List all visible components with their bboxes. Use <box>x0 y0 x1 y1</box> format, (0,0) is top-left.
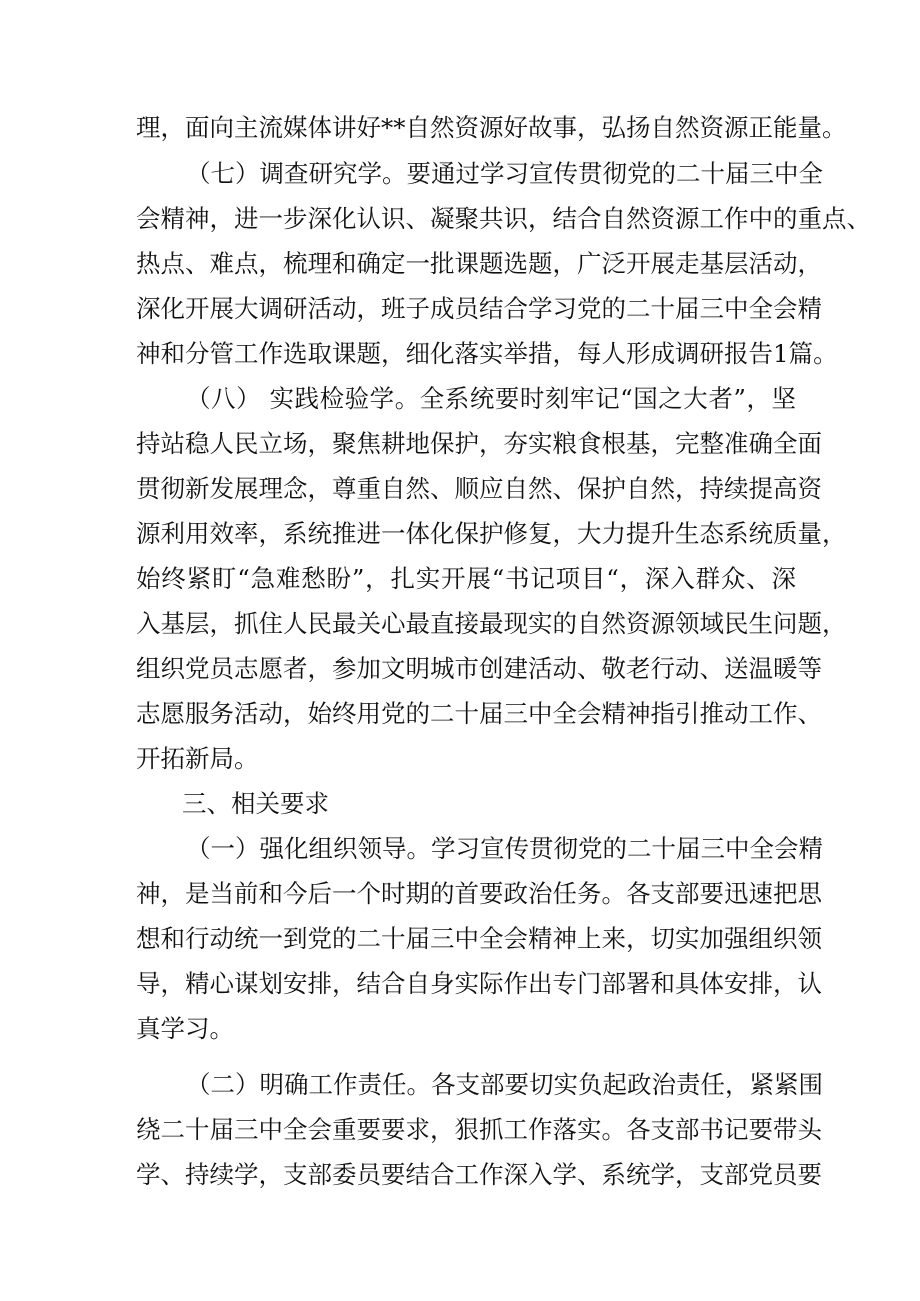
paragraph-line: 组织党员志愿者，参加文明城市创建活动、敬老行动、送温暖等 <box>136 654 822 683</box>
paragraph-line: 导，精心谋划安排，结合自身实际作出专门部署和具体安排，认 <box>136 969 822 998</box>
section-8-heading-line: （八） 实践检验学。全系统要时刻牢记“国之大者”，坚 <box>186 384 796 413</box>
paragraph-line: 始终紧盯“急难愁盼”，扎实开展“书记项目“，深入群众、深 <box>136 564 796 593</box>
paragraph-line: 真学习。 <box>136 1014 234 1043</box>
paragraph-line: 深化开展大调研活动，班子成员结合学习党的二十届三中全会精 <box>136 294 822 323</box>
paragraph-line: 理，面向主流媒体讲好**自然资源好故事，弘扬自然资源正能量。 <box>136 113 847 142</box>
paragraph-line: 想和行动统一到党的二十届三中全会精神上来，切实加强组织领 <box>136 924 822 953</box>
subsection-1-heading-line: （一）强化组织领导。学习宣传贯彻党的二十届三中全会精 <box>186 834 823 863</box>
paragraph-line: 开拓新局。 <box>136 744 259 773</box>
paragraph-line: 会精神，进一步深化认识、凝聚共识，结合自然资源工作中的重点、 <box>136 204 871 233</box>
section-7-heading-line: （七）调查研究学。要通过学习宣传贯彻党的二十届三中全 <box>186 159 823 188</box>
paragraph-line: 热点、难点，梳理和确定一批课题选题，广泛开展走基层活动， <box>136 249 822 278</box>
paragraph-line: 志愿服务活动，始终用党的二十届三中全会精神指引推动工作、 <box>136 699 822 728</box>
paragraph-line: 神，是当前和今后一个时期的首要政治任务。各支部要迅速把思 <box>136 879 822 908</box>
paragraph-line: 绕二十届三中全会重要要求，狠抓工作落实。各支部书记要带头 <box>136 1115 822 1144</box>
paragraph-line: 持站稳人民立场，聚焦耕地保护，夯实粮食根基，完整准确全面 <box>136 429 822 458</box>
paragraph-line: 神和分管工作选取课题，细化落实举措，每人形成调研报告1篇。 <box>136 339 838 368</box>
paragraph-line: 贯彻新发展理念，尊重自然、顺应自然、保护自然，持续提高资 <box>136 474 822 503</box>
paragraph-line: 学、持续学，支部委员要结合工作深入学、系统学，支部党员要 <box>136 1160 822 1189</box>
section-3-heading: 三、相关要求 <box>182 789 329 818</box>
subsection-2-heading-line: （二）明确工作责任。各支部要切实负起政治责任，紧紧围 <box>186 1070 823 1099</box>
paragraph-line: 入基层，抓住人民最关心最直接最现实的自然资源领域民生问题， <box>136 609 847 638</box>
paragraph-line: 源利用效率，系统推进一体化保护修复，大力提升生态系统质量， <box>136 519 847 548</box>
